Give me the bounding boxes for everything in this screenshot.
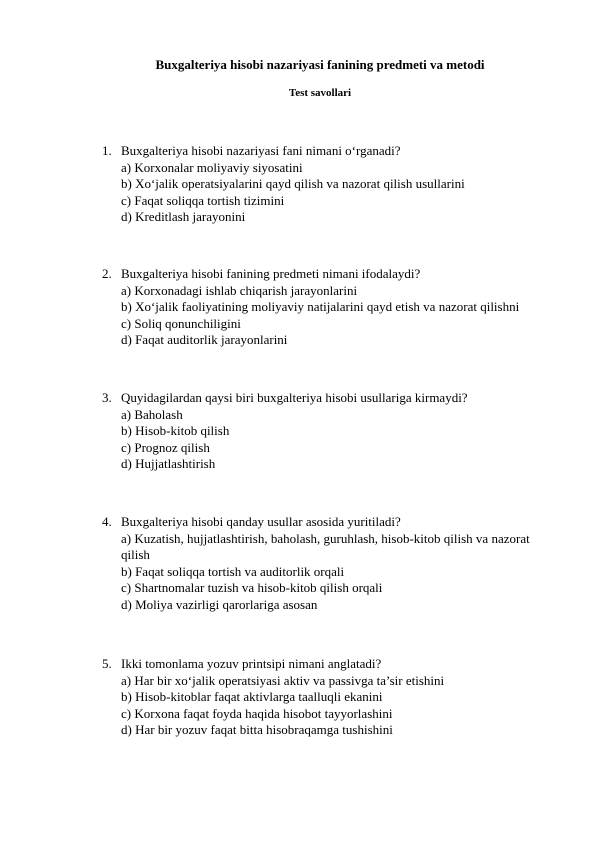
- answer-option-a: a) Korxonadagi ishlab chiqarish jarayonlarini: [121, 282, 358, 298]
- document-title: Buxgalteriya hisobi nazariyasi fanining predmeti va metodi: [155, 57, 485, 72]
- answer-option-c: c) Faqat soliqqa tortish tizimini: [121, 192, 285, 208]
- question-text: Buxgalteriya hisobi fanining predmeti nimani ifodalaydi?: [121, 266, 421, 281]
- answer-option-d: d) Har bir yozuv faqat bitta hisobraqamga tushishini: [121, 722, 393, 738]
- question-line: [102, 656, 562, 673]
- answer-list: [102, 283, 562, 349]
- question-number: 1.: [102, 143, 112, 158]
- answer-option-b: b) Xo‘jalik operatsiyalarini qayd qilish va nazorat qilish usullarini: [121, 176, 465, 192]
- answer-option-b: b) Hisob-kitoblar faqat aktivlarga taalluqli ekanini: [121, 689, 383, 705]
- question-5: [102, 656, 562, 739]
- question-line: [102, 143, 562, 160]
- question-text: Buxgalteriya hisobi qanday usullar asosida yuritiladi?: [121, 514, 401, 529]
- answer-list: [102, 531, 562, 614]
- answer-list: [102, 160, 562, 226]
- answer-option-c: c) Prognoz qilish: [121, 439, 210, 455]
- question-line: [102, 266, 562, 283]
- answer-option-c: c) Korxona faqat foyda haqida hisobot tayyorlashini: [121, 705, 393, 721]
- question-number: 4.: [102, 514, 112, 529]
- question-number: 5.: [102, 656, 112, 671]
- answer-option-d: d) Hujjatlashtirish: [121, 456, 216, 472]
- question-3: [102, 390, 562, 473]
- question-text: Buxgalteriya hisobi nazariyasi fani nimani o‘rganadi?: [121, 143, 401, 158]
- question-number: 3.: [102, 390, 112, 405]
- question-4: [102, 514, 562, 614]
- answer-option-d: d) Faqat auditorlik jarayonlarini: [121, 332, 288, 348]
- answer-option-d: d) Moliya vazirligi qarorlariga asosan: [121, 596, 318, 612]
- answer-list: [102, 673, 562, 739]
- answer-option-d: d) Kreditlash jarayonini: [121, 209, 246, 225]
- answer-option-a: a) Har bir xo‘jalik operatsiyasi aktiv va passivga ta’sir etishini: [121, 672, 445, 688]
- answer-option-b: b) Xo‘jalik faoliyatining moliyaviy natijalarini qayd etish va nazorat qilishni: [121, 299, 520, 315]
- question-line: [102, 390, 562, 407]
- document-subtitle: Test savollari: [288, 87, 352, 99]
- question-1: [102, 143, 562, 226]
- question-line: [102, 514, 562, 531]
- question-2: [102, 266, 562, 349]
- question-number: 2.: [102, 266, 112, 281]
- answer-option-a: a) Kuzatish, hujjatlashtirish, baholash, guruhlash, hisob-kitob qilish va nazorat qilish: [121, 530, 530, 563]
- answer-option-b: b) Faqat soliqqa tortish va auditorlik orqali: [121, 563, 345, 579]
- answer-option-a: a) Korxonalar moliyaviy siyosatini: [121, 159, 303, 175]
- answer-option-b: b) Hisob-kitob qilish: [121, 423, 230, 439]
- answer-option-a: a) Baholash: [121, 406, 183, 422]
- answer-option-c: c) Soliq qonunchiligini: [121, 315, 241, 331]
- answer-list: [102, 407, 562, 473]
- answer-option-c: c) Shartnomalar tuzish va hisob-kitob qilish orqali: [121, 580, 383, 596]
- question-text: Ikki tomonlama yozuv printsipi nimani anglatadi?: [121, 656, 382, 671]
- question-text: Quyidagilardan qaysi biri buxgalteriya hisobi usullariga kirmaydi?: [121, 390, 468, 405]
